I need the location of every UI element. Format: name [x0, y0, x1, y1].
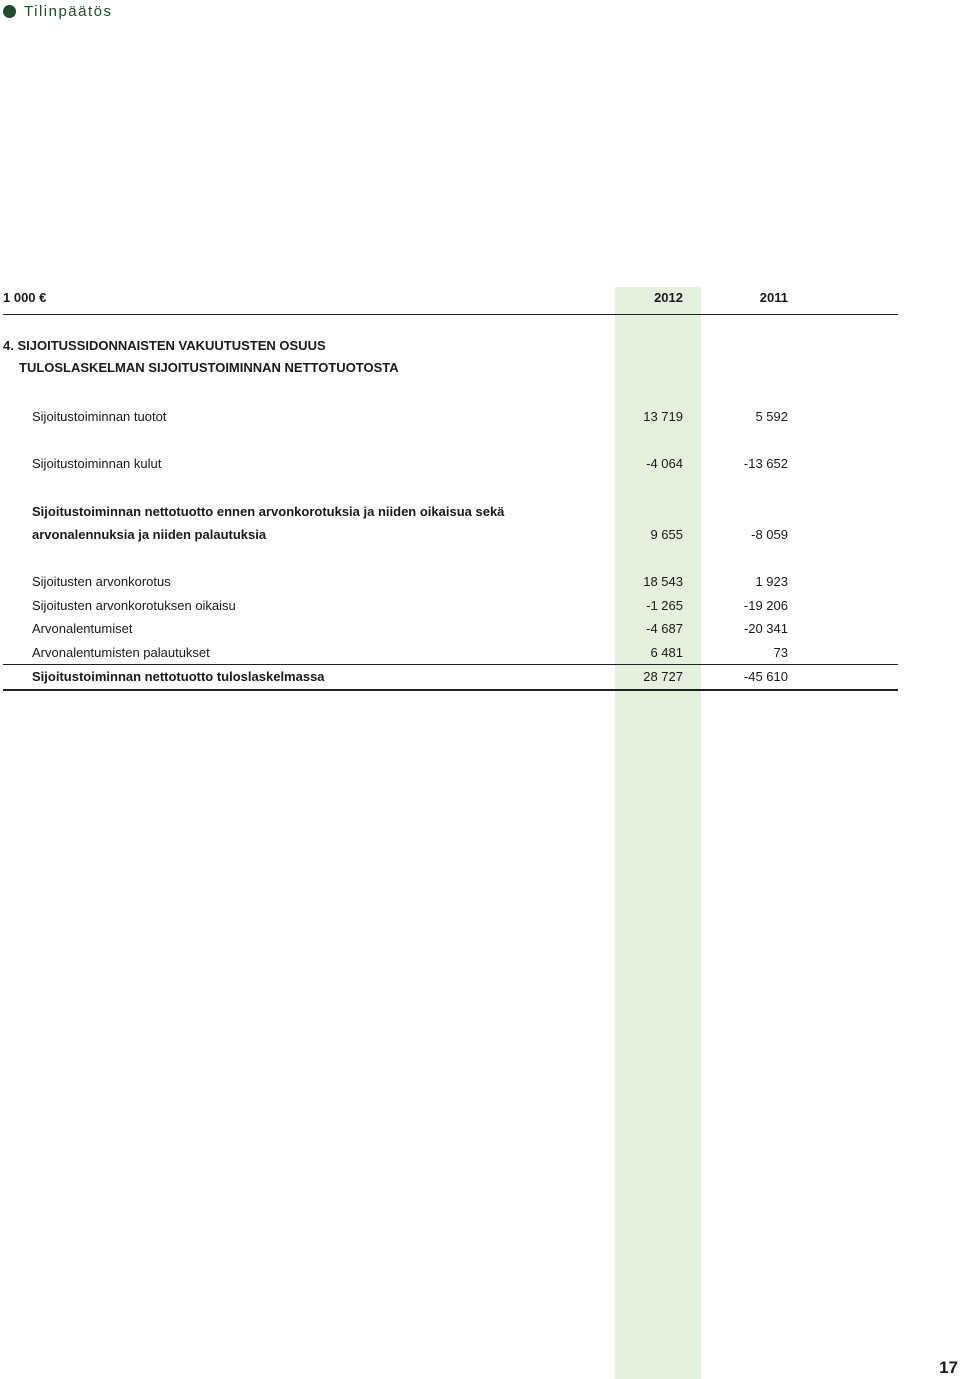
value-2012: 18 543 — [643, 574, 683, 589]
value-2012: -4 687 — [646, 621, 683, 636]
row-label: Sijoitusten arvonkorotuksen oikaisu — [32, 598, 236, 613]
bullet-dot-icon — [3, 5, 16, 18]
row-label: Sijoitustoiminnan nettotuotto ennen arvonkorotuksia ja niiden oikaisua sekä — [32, 504, 505, 519]
value-2012: 6 481 — [650, 645, 683, 660]
header-title: Tilinpäätös — [24, 2, 113, 20]
row-label: Sijoitustoiminnan kulut — [32, 456, 162, 471]
row-label: Arvonalentumiset — [32, 621, 133, 636]
value-2012: 28 727 — [643, 669, 683, 684]
value-2011: 1 923 — [755, 574, 788, 589]
page-header — [3, 0, 112, 22]
value-2011: 5 592 — [755, 409, 788, 424]
section-title — [3, 335, 399, 379]
row-label: Sijoitustoiminnan nettotuotto tuloslaskelmassa — [32, 669, 325, 684]
year-2012-column-highlight — [615, 287, 701, 1379]
table-row — [0, 408, 898, 426]
header-divider — [3, 314, 898, 315]
row-label: arvonalennuksia ja niiden palautuksia — [32, 527, 267, 542]
page-number: 17 — [939, 1358, 958, 1377]
section-title-line2: TULOSLASKELMAN SIJOITUSTOIMINNAN NETTOTUOTOSTA — [19, 360, 399, 375]
unit-label: 1 000 € — [3, 290, 47, 305]
value-2011: -45 610 — [743, 669, 788, 684]
table-row — [0, 620, 898, 638]
table-row — [0, 526, 898, 544]
table-row — [0, 597, 898, 615]
row-label: Sijoitusten arvonkorotus — [32, 574, 171, 589]
value-2012: -1 265 — [646, 598, 683, 613]
value-2011: -19 206 — [743, 598, 788, 613]
value-2011: 73 — [773, 645, 788, 660]
column-headers — [0, 290, 898, 308]
row-label: Sijoitustoiminnan tuotot — [32, 409, 167, 424]
row-label: Arvonalentumisten palautukset — [32, 645, 210, 660]
value-2012: 13 719 — [643, 409, 683, 424]
total-divider-top — [3, 664, 898, 665]
value-2011: -13 652 — [743, 456, 788, 471]
value-2012: 9 655 — [650, 527, 683, 542]
value-2011: -20 341 — [743, 621, 788, 636]
value-2012: -4 064 — [646, 456, 683, 471]
table-row-total — [0, 668, 898, 686]
value-2011: -8 059 — [751, 527, 788, 542]
table-row — [0, 503, 898, 521]
year-2011-header: 2011 — [759, 290, 788, 305]
section-title-line1: 4. SIJOITUSSIDONNAISTEN VAKUUTUSTEN OSUUS — [3, 338, 326, 353]
year-2012-header: 2012 — [654, 290, 683, 305]
total-divider-bottom — [3, 689, 898, 691]
table-row — [0, 644, 898, 662]
table-row — [0, 455, 898, 473]
table-row — [0, 573, 898, 591]
